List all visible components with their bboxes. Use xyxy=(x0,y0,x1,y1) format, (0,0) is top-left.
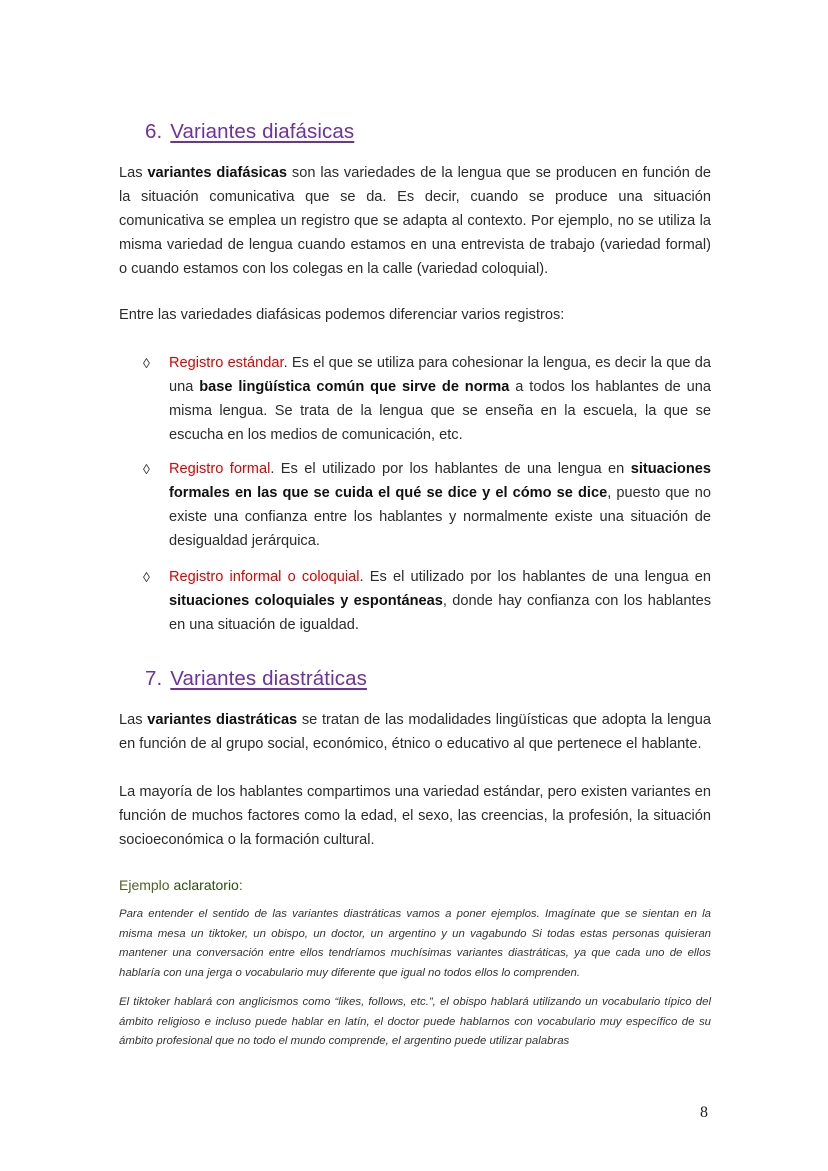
diamond-bullet-icon: ◊ xyxy=(143,355,150,371)
bullet-term: Registro informal o coloquial xyxy=(169,569,360,585)
example-label-pre: Ejemplo xyxy=(119,877,174,893)
bullet-text-part: . Es el utilizado por los hablantes de una lengua en xyxy=(359,569,711,585)
registers-intro: Entre las variedades diafásicas podemos diferenciar varios registros: xyxy=(119,307,565,323)
bullet-registro-formal xyxy=(143,457,711,553)
section-6-number: 6. xyxy=(145,120,163,143)
p1-text-pre: Las xyxy=(119,712,148,728)
example-paragraph-2: El tiktoker hablará con anglicismos como “likes, follows, etc.”, el obispo hablará utilizando un vocabulario típico del ámbito religioso e incluso puede hablar en latín, el doctor puede hablarnos con vocabulario muy específico de su ámbito profesional que no todo el mundo comprende, el argentino puede utilizar palabras xyxy=(119,996,711,1047)
section-7-title: Variantes diastráticas xyxy=(170,667,367,690)
page-number: 8 xyxy=(700,1104,708,1121)
section-6-title: Variantes diafásicas xyxy=(170,120,355,143)
section-7-paragraph-1 xyxy=(119,708,711,756)
bullet-text-part: , puesto que no existe una confianza entre los hablantes y normalmente existe una situación de desigualdad jerárquica. xyxy=(169,485,711,549)
section-6-heading xyxy=(145,120,354,144)
bullet-bold: situaciones coloquiales y espontáneas xyxy=(169,593,443,609)
bullet-term: Registro formal xyxy=(169,461,271,477)
bullet-text xyxy=(169,351,711,447)
intro-bold-term: variantes diafásicas xyxy=(147,165,288,181)
section-7-number: 7. xyxy=(145,667,163,690)
intro-text-post: son las variedades de la lengua que se producen en función de la situación comunicativa que se da. Es decir, cuando se produce una situación comunicativa se emplea un registro que se adapta al contexto. Por ejemplo, no se utiliza la misma variedad de lengua cuando estamos en una entrevista de trabajo (variedad formal) o cuando estamos con los colegas en la calle (variedad coloquial). xyxy=(119,165,711,277)
diamond-bullet-icon: ◊ xyxy=(143,461,150,477)
p1-bold-term: variantes diastráticas xyxy=(147,712,298,728)
bullet-registro-estandar xyxy=(143,351,711,447)
section-7-paragraph-2: La mayoría de los hablantes compartimos una variedad estándar, pero existen variantes en función de muchos factores como la edad, el sexo, las creencias, la profesión, la situación socioeconómica o la formación cultural. xyxy=(119,784,711,848)
bullet-bold: situaciones formales en las que se cuida el qué se dice y el cómo se dice xyxy=(169,461,711,501)
bullet-registro-informal xyxy=(143,565,711,637)
section-6-intro xyxy=(119,161,711,281)
example-paragraph-1: Para entender el sentido de las variantes diastráticas vamos a poner ejemplos. Imagínate que se sientan en la misma mesa un tiktoker, un obispo, un doctor, un argentino y un vagabundo Si todas estas personas quisieran mantener una conversación entre ellos tendríamos muchísimas variantes diastráticas, ya que cada uno de ellos hablaría con una jerga o vocabulario muy diferente que igual no todos ellos lo comprenden. xyxy=(119,908,711,979)
bullet-text xyxy=(169,457,711,553)
bullet-text-part: , donde hay confianza con los hablantes en una situación de igualdad. xyxy=(169,593,711,633)
bullet-text-part: . Es el que se utiliza para cohesionar la lengua, es decir la que da una xyxy=(169,355,712,395)
example-label xyxy=(119,877,243,893)
diamond-bullet-icon: ◊ xyxy=(143,569,150,585)
example-label-colon: : xyxy=(238,877,243,893)
intro-text-pre: Las xyxy=(119,165,148,181)
bullet-text-part: . Es el utilizado por los hablantes de una lengua en xyxy=(270,461,631,477)
bullet-text xyxy=(169,565,711,637)
bullet-text-part: a todos los hablantes de una misma lengua. Se trata de la lengua que se enseña en la escuela, la que se escucha en los medios de comunicación, etc. xyxy=(169,379,711,443)
bullet-term: Registro estándar xyxy=(169,355,284,371)
section-7-heading xyxy=(145,667,367,691)
p1-text-post: se tratan de las modalidades lingüísticas que adopta la lengua en función de al grupo social, económico, étnico o educativo al que pertenece el hablante. xyxy=(119,712,711,752)
example-label-strong: aclaratorio xyxy=(173,877,239,893)
bullet-bold: base lingüística común que sirve de norma xyxy=(199,379,510,395)
